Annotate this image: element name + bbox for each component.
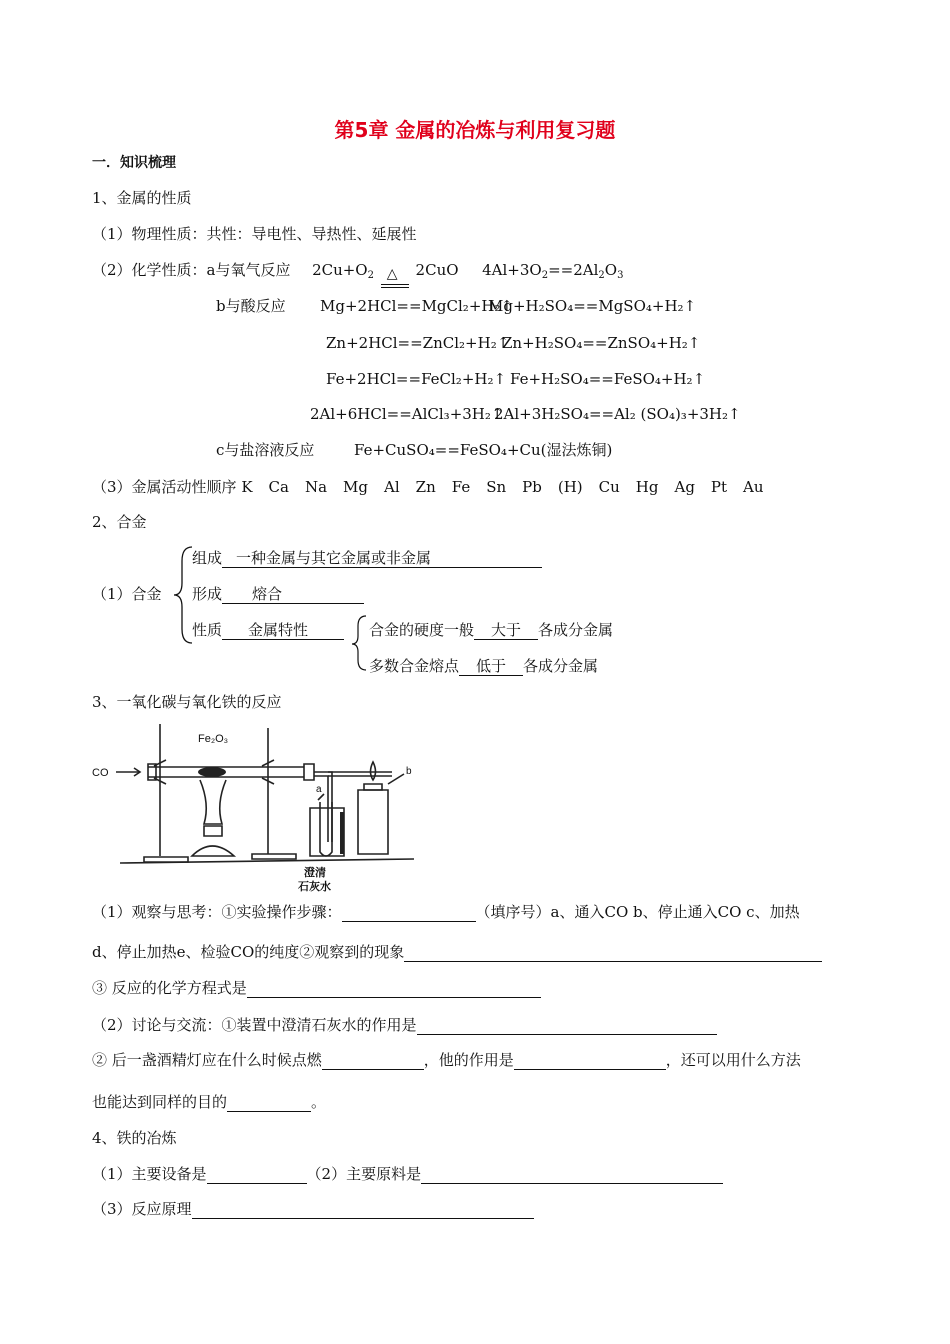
- page-title: 第5章 金属的冶炼与利用复习题: [334, 118, 616, 142]
- metal-symbol: Al: [384, 478, 400, 496]
- alloy-label: （1）合金: [92, 585, 162, 603]
- fe2o3-label: Fe₂O₃: [198, 733, 229, 745]
- melting-value: 低于: [459, 657, 523, 676]
- equipment-blank[interactable]: [207, 1166, 307, 1184]
- limewater-purpose-blank[interactable]: [417, 1017, 717, 1035]
- metal-symbol: Pb: [522, 478, 542, 496]
- metal-symbol: (H): [557, 478, 583, 496]
- q4-row-2: （3）反应原理: [92, 1199, 534, 1219]
- metal-symbol: Zn: [415, 478, 436, 496]
- limewater-label-2: 石灰水: [298, 880, 331, 893]
- metal-symbol: Cu: [598, 478, 620, 496]
- salt-equation: Fe+CuSO₄==FeSO₄+Cu(湿法炼铜): [354, 441, 613, 459]
- melting-row: 多数合金熔点 低于 各成分金属: [369, 657, 599, 675]
- eq-fe-h2so4: Fe+H₂SO₄==FeSO₄+H₂↑: [510, 370, 706, 388]
- property-brace: [348, 612, 370, 674]
- property-value: 金属特性: [222, 621, 344, 640]
- discuss-row-1: （2）讨论与交流：①装置中澄清石灰水的作用是: [92, 1015, 717, 1035]
- raw-material-blank[interactable]: [421, 1166, 723, 1184]
- hardness-row: 合金的硬度一般 大于 各成分金属: [369, 621, 614, 639]
- q4-label: 4、铁的冶炼: [92, 1129, 177, 1147]
- composition-row: 组成 一种金属与其它金属或非金属: [192, 548, 542, 568]
- activity-row: [92, 477, 780, 497]
- label-a: a: [316, 784, 322, 795]
- co-label: CO: [92, 767, 109, 779]
- formation-row: 形成 熔合: [192, 584, 364, 604]
- eq-cu-product: 2CuO: [415, 261, 459, 279]
- observe-row-3: ③ 反应的化学方程式是: [92, 978, 541, 998]
- metal-symbol: Hg: [635, 478, 659, 496]
- q2-label: 2、合金: [92, 513, 147, 531]
- activity-label: （3）金属活动性顺序: [92, 478, 237, 496]
- acid-label: b与酸反应: [216, 297, 286, 315]
- metal-symbol: Sn: [486, 478, 507, 496]
- physical-properties: （1）物理性质：共性：导电性、导热性、延展性: [92, 225, 417, 243]
- metal-symbol: K: [241, 478, 253, 496]
- limewater-label-1: 澄清: [304, 866, 326, 879]
- metal-symbol: Na: [304, 478, 328, 496]
- section-heading: 一．知识梳理: [92, 155, 176, 171]
- ignite-time-blank[interactable]: [322, 1052, 424, 1070]
- heat-symbol: △: [386, 266, 398, 282]
- metal-symbol: Pt: [710, 478, 728, 496]
- salt-label: c与盐溶液反应: [216, 441, 315, 459]
- observe-row-1: （1）观察与思考：①实验操作步骤： （填序号）a、通入CO b、停止通入CO c、加热: [92, 903, 800, 921]
- steps-blank[interactable]: [342, 904, 476, 922]
- metal-symbol: Au: [743, 478, 764, 496]
- eq-al-h2so4: 2Al+3H₂SO₄==Al₂ (SO₄)₃+3H₂↑: [494, 405, 741, 423]
- phenomenon-blank[interactable]: [404, 944, 822, 962]
- eq-al-reactant: 4Al+3O: [482, 261, 542, 279]
- eq-fe-hcl: Fe+2HCl==FeCl₂+H₂↑: [326, 370, 507, 388]
- eq-mg-h2so4: Mg+H₂SO₄==MgSO₄+H₂↑: [488, 297, 697, 315]
- discuss-row-2: ② 后一盏酒精灯应在什么时候点燃 ，他的作用是 ，还可以用什么方法: [92, 1051, 801, 1069]
- observe-row-2: d、停止加热e、检验CO的纯度②观察到的现象: [92, 942, 822, 962]
- eq-cu-sub: 2: [367, 270, 374, 281]
- discuss-row-3: 也能达到同样的目的 。: [92, 1093, 327, 1111]
- q1-label: 1、金属的性质: [92, 189, 192, 207]
- chem-oxygen-row: （2）化学性质：a与氧气反应 $2Cu+O_2$ △ 2CuO $4Al+3O_2==2Al_2O_3$: [92, 260, 623, 280]
- co-reduction-apparatus: [92, 724, 422, 894]
- formation-value: 熔合: [222, 585, 364, 604]
- equation-blank[interactable]: [247, 980, 541, 998]
- q3-label: 3、一氧化碳与氧化铁的反应: [92, 693, 282, 711]
- metal-symbol: Mg: [343, 478, 369, 496]
- metal-symbol: Ag: [674, 478, 695, 496]
- hardness-value: 大于: [474, 621, 538, 640]
- eq-zn-hcl: Zn+2HCl==ZnCl₂+H₂↑: [326, 334, 510, 352]
- metal-symbol: Fe: [451, 478, 471, 496]
- eq-mg-hcl: Mg+2HCl==MgCl₂+H₂↑: [320, 297, 514, 315]
- metal-symbol: Ca: [268, 478, 289, 496]
- chem-oxygen-label: （2）化学性质：a与氧气反应: [92, 261, 291, 279]
- eq-zn-h2so4: Zn+H₂SO₄==ZnSO₄+H₂↑: [502, 334, 701, 352]
- activity-series: [241, 478, 779, 496]
- label-b: b: [406, 766, 412, 777]
- alternative-method-blank[interactable]: [227, 1094, 311, 1112]
- q4-row-1: （1）主要设备是 （2）主要原料是: [92, 1164, 723, 1184]
- composition-value: 一种金属与其它金属或非金属: [222, 549, 542, 568]
- lamp-purpose-blank[interactable]: [514, 1052, 666, 1070]
- eq-cu-reactant: 2Cu+O: [312, 261, 368, 279]
- principle-blank[interactable]: [192, 1201, 534, 1219]
- property-row: 性质 金属特性: [192, 620, 344, 640]
- eq-al-hcl: 2Al+6HCl==AlCl₃+3H₂↑: [310, 405, 504, 423]
